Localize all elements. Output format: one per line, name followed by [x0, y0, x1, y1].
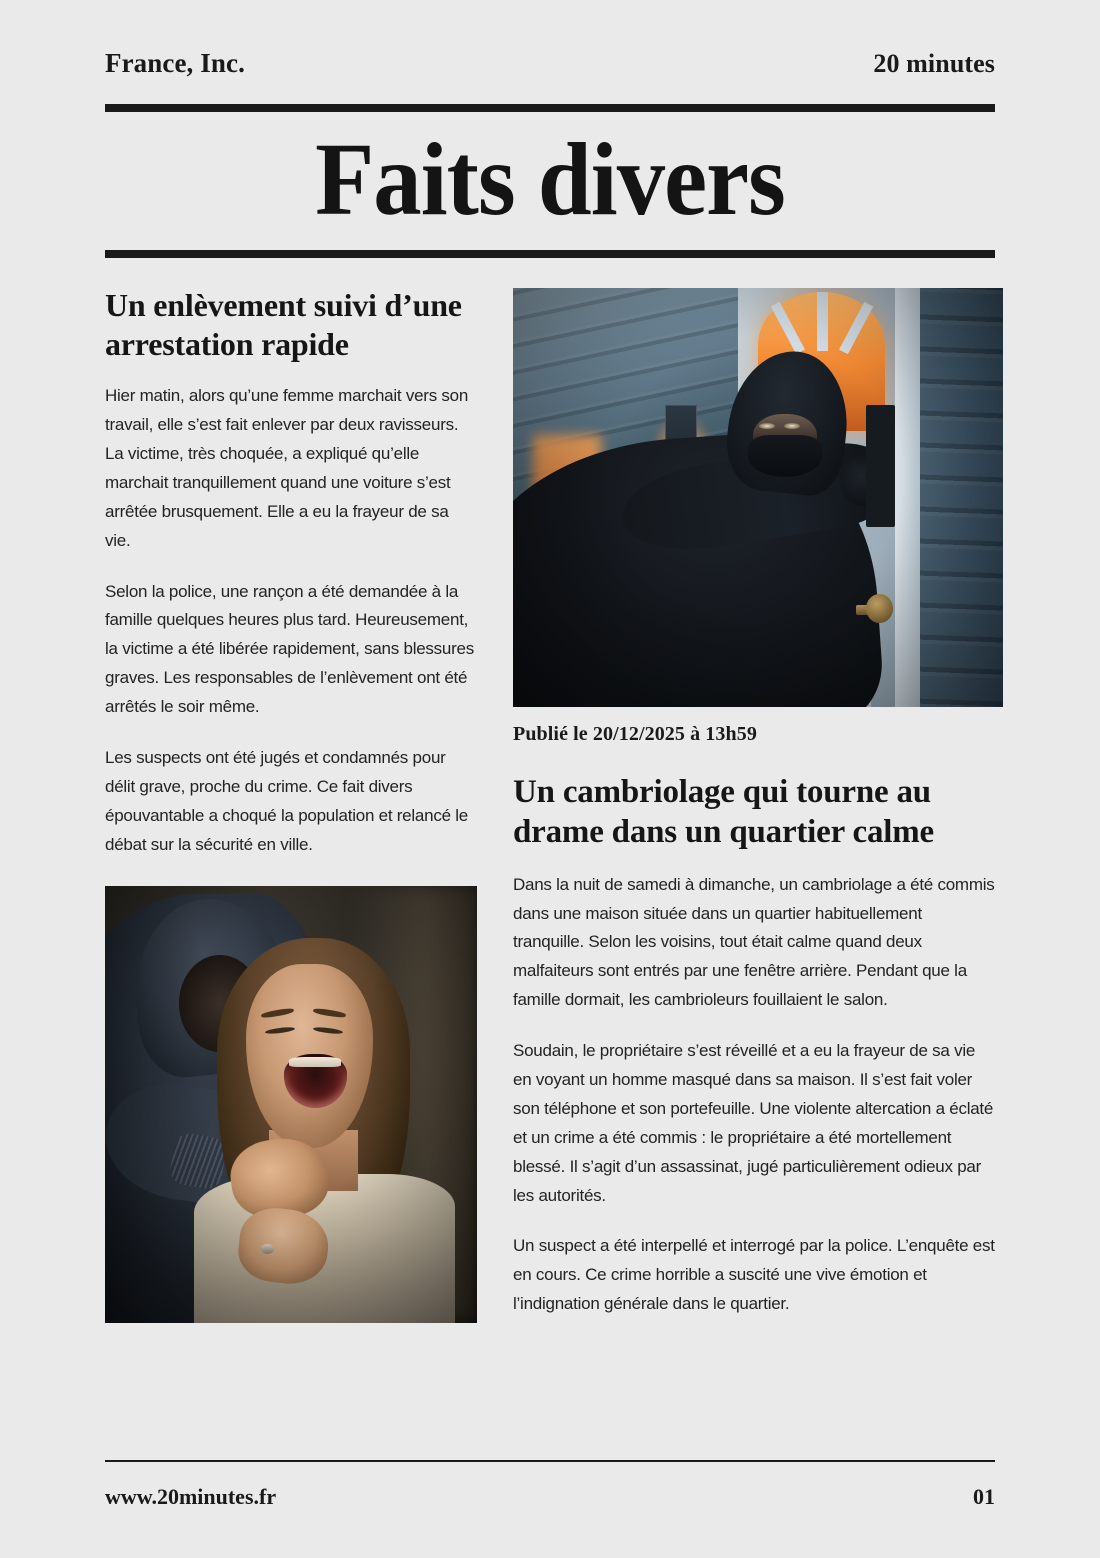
article-2-headline: Un cambriolage qui tourne au drame dans un quartier calme	[513, 774, 934, 851]
content-columns	[105, 286, 995, 1322]
assault-photo	[105, 886, 477, 1323]
footer-rule	[105, 1460, 995, 1462]
footer-page-number: 01	[973, 1484, 995, 1509]
masthead-top-rule	[105, 104, 995, 112]
photo-vignette	[105, 886, 477, 1323]
page-footer	[105, 1460, 995, 1510]
masthead-title-area	[105, 112, 995, 250]
article-1-paragraph-1: Hier matin, alors qu’une femme marchait vers son travail, elle s’est fait enlever par deux ravisseurs. La victime, très choquée, a expliqué qu’elle marchait tranquillement quand une voiture s’est arrêtée brusquement. Elle a eu la frayeur de sa vie.	[105, 386, 469, 550]
page-title: Faits divers	[315, 122, 785, 237]
article-2-paragraph-1: Dans la nuit de samedi à dimanche, un cambriolage a été commis dans une maison située dans un quartier habituellement tranquille. Selon les voisins, tout était calme quand deux malfaiteurs sont entrés par une fenêtre arrière. Pendant que la famille dormait, les cambrioleurs fouillaient le salon.	[513, 874, 995, 1010]
right-column	[513, 286, 995, 1322]
footer-row	[105, 1484, 995, 1510]
left-column	[105, 286, 477, 1322]
burglar-photo	[513, 288, 1003, 707]
photo-vignette	[513, 288, 1003, 707]
article-1-paragraph-2: Selon la police, une rançon a été demandée à la famille quelques heures plus tard. Heureusement, la victime a été libérée rapidement, sans blessures graves. Les responsables de l’enlèvement ont été arrêtés le soir même.	[105, 581, 474, 717]
article-2-paragraph-2: Soudain, le propriétaire s’est réveillé et a eu la frayeur de sa vie en voyant un homme masqué dans sa maison. Il s’est fait voler son téléphone et son portefeuille. Une violente altercation a éclaté et un crime a été commis : le propriétaire a été mortellement blessé. Il s’agit d’un assassinat, jugé particulièrement odieux par les autorités.	[513, 1041, 994, 1205]
article-1-paragraph-3: Les suspects ont été jugés et condamnés pour délit grave, proche du crime. Ce fait divers épouvantable a choqué la population et relancé le débat sur la sécurité en ville.	[105, 748, 468, 854]
photo-caption-publication-date: Publié le 20/12/2025 à 13h59	[513, 723, 757, 746]
publication-name: 20 minutes	[873, 49, 995, 78]
article-1-headline: Un enlèvement suivi d’une arrestation rapide	[105, 287, 462, 363]
footer-website-url[interactable]: www.20minutes.fr	[105, 1484, 277, 1509]
masthead-top-row	[105, 0, 995, 94]
masthead-bottom-rule	[105, 250, 995, 258]
publisher-name: France, Inc.	[105, 48, 245, 78]
article-2-paragraph-3: Un suspect a été interpellé et interrogé par la police. L’enquête est en cours. Ce crime horrible a suscité une vive émotion et l’indignation générale dans le quartier.	[513, 1236, 995, 1314]
